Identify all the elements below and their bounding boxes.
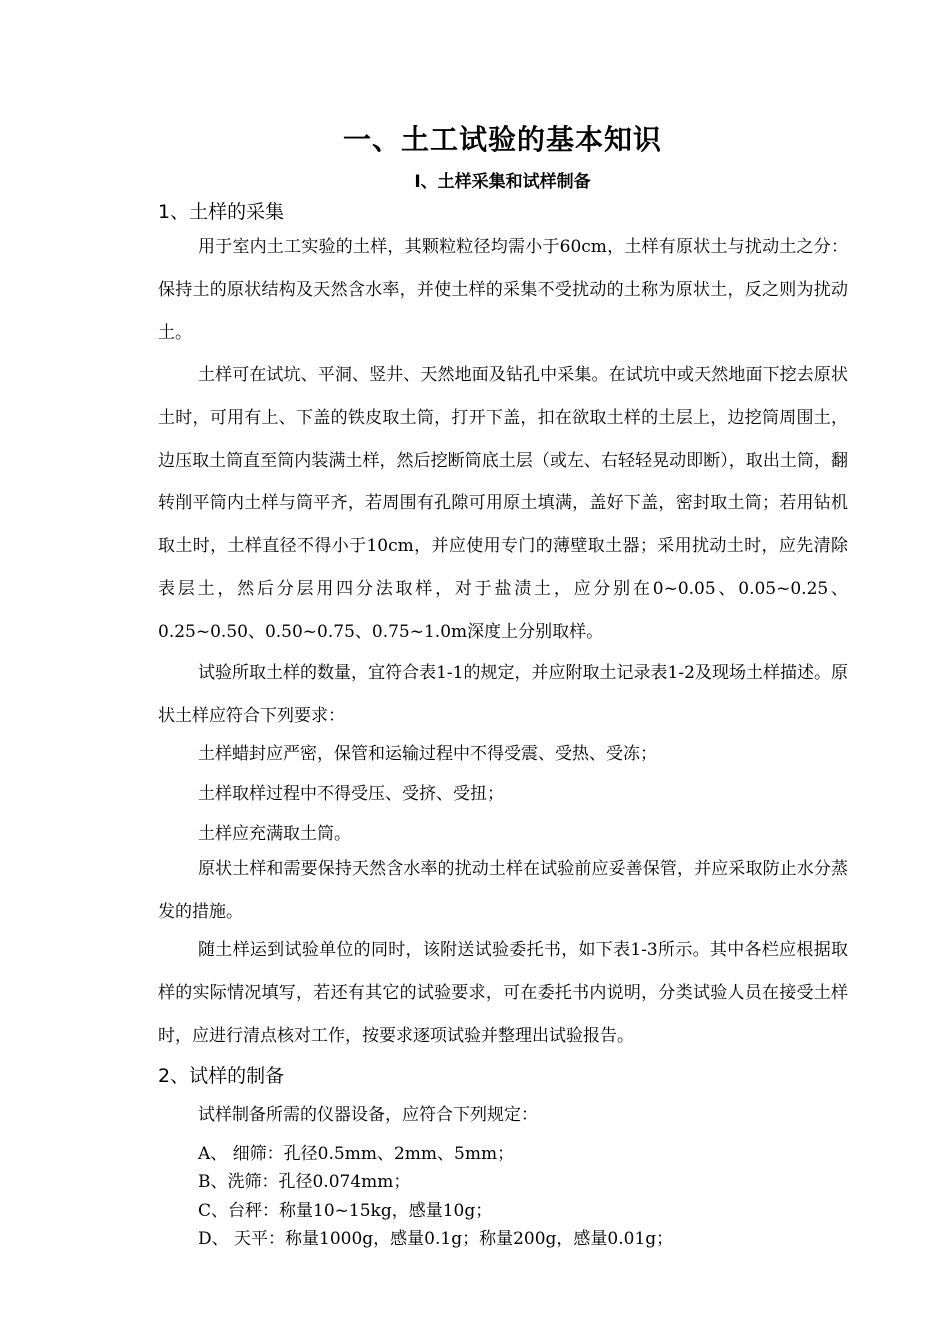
document-subtitle: Ⅰ、土样采集和试样制备 bbox=[414, 172, 591, 192]
paragraph: 土样蜡封应严密，保管和运输过程中不得受震、受热、受冻； bbox=[198, 744, 657, 764]
section-heading-sampling: 1、土样的采集 bbox=[158, 201, 285, 223]
paragraph: 试验所取土样的数量，宜符合表1-1的规定，并应附取土记录表1-2及现场土样描述。原状土样应符合下列要求： bbox=[158, 663, 848, 726]
paragraph: 土样取样过程中不得受压、受挤、受扭； bbox=[198, 784, 504, 804]
paragraph: 用于室内土工实验的土样，其颗粒粒径均需小于60cm，土样有原状土与扰动土之分：保持土的原状结构及天然含水率，并使土样的采集不受扰动的土称为原状土，反之则为扰动土。 bbox=[158, 237, 848, 343]
paragraph: 原状土样和需要保持天然含水率的扰动土样在试验前应妥善保管，并应采取防止水分蒸发的措施。 bbox=[158, 859, 848, 922]
paragraph: 土样可在试坑、平洞、竖井、天然地面及钻孔中采集。在试坑中或天然地面下挖去原状土时，可用有上、下盖的铁皮取土筒，打开下盖，扣在欲取土样的土层上，边挖筒周围土，边压取土筒直至筒内装满土样，然后挖断筒底土层（或左、右轻轻晃动即断），取出土筒，翻转削平筒内土样与筒平齐，若周围有孔隙可用原土填满，盖好下盖，密封取土筒；若用钻机取土时，土样直径不得小于10cm，并应使用专门的薄壁取土器；采用扰动土时，应先清除表层土，然后分层用四分法取样，对于盐渍土，应分别在0~0.05、0.05~0.25、0.25~0.50、0.50~0.75、0.75~1.0m深度上分别取样。 bbox=[158, 365, 848, 642]
list-item: C、台秤：称量10~15kg，感量10g； bbox=[198, 1201, 493, 1221]
list-item: D、 天平：称量1000g，感量0.1g；称量200g，感量0.01g； bbox=[198, 1229, 674, 1249]
paragraph: 土样应充满取土筒。 bbox=[198, 824, 351, 844]
paragraph: 随土样运到试验单位的同时，该附送试验委托书，如下表1-3所示。其中各栏应根据取样的实际情况填写，若还有其它的试验要求，可在委托书内说明，分类试验人员在接受土样时，应进行清点核对工作，按要求逐项试验并整理出试验报告。 bbox=[158, 940, 848, 1046]
list-item: A、 细筛：孔径0.5mm、2mm、5mm； bbox=[198, 1144, 515, 1164]
section-heading-preparation: 2、试样的制备 bbox=[158, 1065, 285, 1087]
paragraph: 试样制备所需的仪器设备，应符合下列规定： bbox=[198, 1105, 538, 1125]
document-title: 一、土工试验的基本知识 bbox=[342, 123, 662, 156]
list-item: B、洗筛：孔径0.074mm； bbox=[198, 1172, 411, 1192]
